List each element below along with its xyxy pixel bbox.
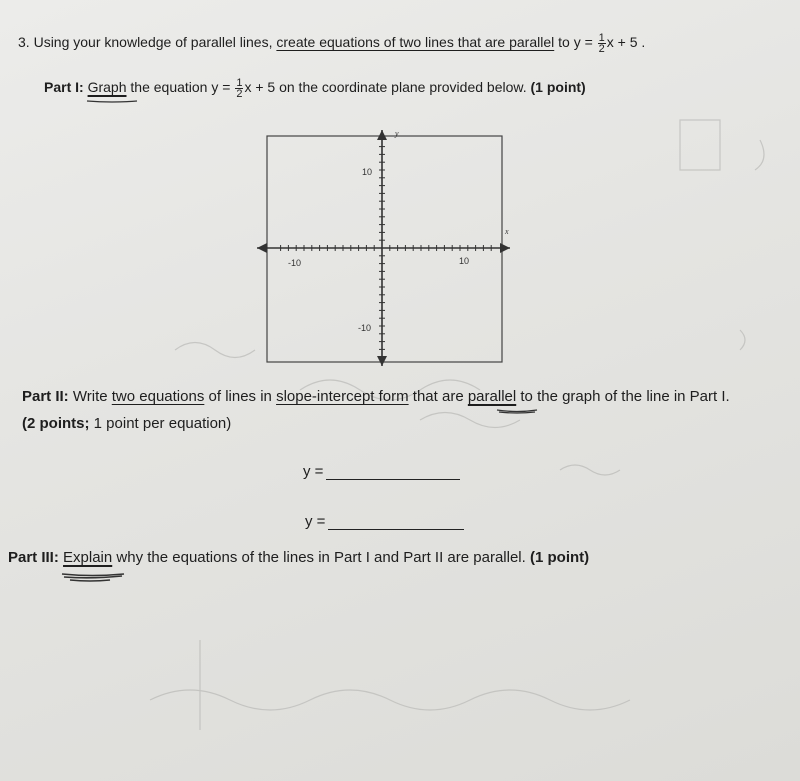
part-2-text: Write — [72, 388, 108, 405]
part-3-instructions — [8, 549, 589, 566]
answer-line-2 — [305, 513, 464, 530]
part-2-text: to the graph of the line in Part I. — [520, 388, 730, 405]
part-1-verb: Graph — [87, 79, 127, 96]
answer-prefix: y = — [305, 513, 326, 530]
answer-blank-1[interactable] — [326, 465, 460, 480]
tick-label-x-10: 10 — [459, 256, 470, 266]
part-1-points: (1 point) — [530, 79, 586, 96]
question-3 — [18, 33, 645, 54]
equation-rest: x + 5 — [244, 79, 276, 96]
part-3-verb: Explain — [63, 549, 113, 566]
x-axis-left-arrow — [257, 243, 267, 253]
fraction-denominator: 2 — [598, 43, 605, 55]
equation-fraction — [598, 33, 606, 54]
tick-label-x-neg10: -10 — [288, 258, 302, 268]
part-1-instructions — [44, 78, 586, 99]
coordinate-plane — [255, 128, 515, 368]
part-3-points: (1 point) — [529, 549, 590, 566]
fraction-numerator: 1 — [236, 77, 243, 89]
part-1-text: the equation — [130, 79, 208, 96]
part-2-text: of lines in — [208, 388, 272, 405]
tick-label-y-10: 10 — [362, 167, 373, 177]
part-2-underlined-phrase: parallel — [467, 388, 517, 405]
question-text: Using your knowledge of parallel lines, — [33, 34, 277, 51]
equation-rest: x + 5 . — [606, 34, 646, 51]
fraction-denominator: 2 — [236, 88, 243, 100]
part-2-underlined-phrase: two equations — [111, 388, 205, 405]
equation-y: y = — [211, 79, 231, 96]
question-text-underlined: create equations of two lines that are parallel — [276, 34, 555, 51]
equation-fraction — [235, 78, 243, 99]
y-axis-up-arrow — [377, 130, 387, 140]
part-2-label: Part II: — [22, 388, 69, 405]
part-2-instructions — [22, 388, 730, 405]
equation-y: y = — [573, 34, 593, 51]
fraction-numerator: 1 — [598, 32, 605, 44]
y-axis-label: y — [395, 129, 399, 138]
x-axis-label: x — [505, 227, 509, 236]
part-2-text: that are — [412, 388, 464, 405]
answer-blank-2[interactable] — [328, 515, 464, 530]
question-text-end: to — [554, 34, 570, 51]
part-3-text: why the equations of the lines in Part I and Part II are parallel. — [116, 549, 526, 566]
part-2-points — [22, 415, 231, 432]
part-1-text-end: on the coordinate plane provided below. — [279, 79, 527, 96]
part-2-points-bold: (2 points; — [22, 415, 90, 432]
answer-line-1 — [303, 463, 460, 480]
part-2-underlined-phrase: slope-intercept form — [276, 388, 409, 405]
part-1-label: Part I: — [44, 79, 84, 96]
part-2-points-text: 1 point per equation) — [93, 415, 232, 432]
tick-label-y-neg10: -10 — [358, 323, 372, 333]
question-number: 3. — [18, 34, 30, 51]
answer-prefix: y = — [303, 463, 324, 480]
part-3-label: Part III: — [8, 549, 59, 566]
y-axis-down-arrow — [377, 356, 387, 366]
x-axis-right-arrow — [500, 243, 510, 253]
